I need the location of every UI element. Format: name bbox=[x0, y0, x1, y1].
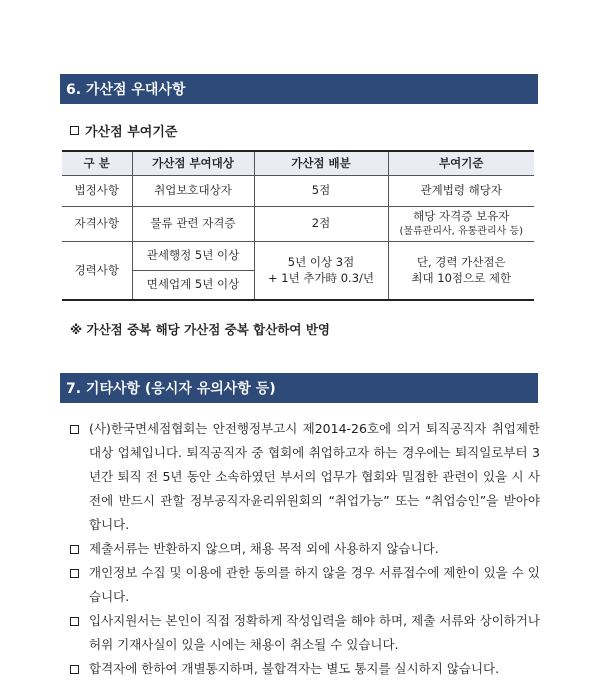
cell-points-line1: 5년 이상 3점 bbox=[287, 254, 355, 269]
cell-points-line2: + 1년 추가時 0.3/년 bbox=[267, 270, 375, 285]
section-6-title: 6. 가산점 우대사항 bbox=[66, 82, 186, 98]
list-item bbox=[70, 561, 540, 609]
list-item bbox=[70, 417, 540, 537]
checkbox-icon bbox=[70, 425, 79, 434]
cell-basis-line2: 최대 10점으로 제한 bbox=[411, 270, 512, 285]
cell-target: 물류 관련 자격증 bbox=[132, 207, 254, 242]
criteria-subhead bbox=[70, 121, 177, 140]
cell-basis-line1: 해당 자격증 보유자 bbox=[413, 209, 510, 224]
cell-target-a: 관세행정 5년 이상 bbox=[132, 242, 254, 271]
cell-points: 2점 bbox=[254, 207, 388, 242]
cell-category: 자격사항 bbox=[62, 207, 132, 242]
list-item-text: 합격자에 한하여 개별통지하며, 불합격자는 별도 통지를 실시하지 않습니다. bbox=[89, 661, 500, 676]
cell-category: 법정사항 bbox=[62, 176, 132, 207]
table-row bbox=[62, 207, 534, 242]
cell-category: 경력사항 bbox=[62, 242, 132, 301]
list-item bbox=[70, 609, 540, 657]
criteria-subhead-label: 가산점 부여기준 bbox=[85, 125, 178, 140]
cell-basis bbox=[388, 242, 534, 301]
checkbox-icon bbox=[70, 545, 79, 554]
list-item-text: 개인정보 수집 및 이용에 관한 동의를 하지 않을 경우 서류접수에 제한이 있을 수 있습니다. bbox=[89, 565, 540, 604]
list-item bbox=[70, 657, 540, 681]
section-7-title: 7. 기타사항 (응시자 유의사항 등) bbox=[66, 381, 276, 397]
cell-target-b: 면세업계 5년 이상 bbox=[132, 271, 254, 301]
col-header-category: 구 분 bbox=[62, 151, 132, 176]
list-item bbox=[70, 537, 540, 561]
table-row bbox=[62, 176, 534, 207]
cell-target: 취업보호대상자 bbox=[132, 176, 254, 207]
duplicate-note: ※ 가산점 중복 해당 가산점 중복 합산하여 반영 bbox=[70, 322, 330, 337]
list-item-text: 입사지원서는 본인이 직접 정확하게 작성입력을 해야 하며, 제출 서류와 상이하거나 허위 기재사실이 있을 시에는 채용이 취소될 수 있습니다. bbox=[89, 613, 540, 652]
table-row bbox=[62, 242, 534, 271]
col-header-target: 가산점 부여대상 bbox=[132, 151, 254, 176]
section-7-header bbox=[60, 373, 538, 403]
cell-basis-line1: 단, 경력 가산점은 bbox=[416, 254, 506, 269]
cell-points bbox=[254, 242, 388, 301]
list-item-text: (사)한국면세점협회는 안전행정부고시 제2014-26호에 의거 퇴직공직자 취업제한대상 업체입니다. 퇴직공직자 중 협회에 취업하고자 하는 경우에는 퇴직일로부터 3년간 퇴직 전 5년 동안 소속하였던 부서의 업무가 협회와 밀접한 관련이 있을 시 사전에 반드시 관할 정부공직자윤리위원회의 “취업가능” 또는 “취업승인”을 받아야 합니다. bbox=[89, 421, 540, 532]
cell-basis bbox=[388, 207, 534, 242]
checkbox-icon bbox=[70, 126, 79, 135]
col-header-points: 가산점 배분 bbox=[254, 151, 388, 176]
checkbox-icon bbox=[70, 569, 79, 578]
section-6-header bbox=[60, 74, 538, 104]
list-item-text: 제출서류는 반환하지 않으며, 채용 목적 외에 사용하지 않습니다. bbox=[89, 541, 439, 556]
table-header-row bbox=[62, 151, 534, 176]
col-header-basis: 부여기준 bbox=[388, 151, 534, 176]
bonus-criteria-table bbox=[62, 150, 534, 301]
checkbox-icon bbox=[70, 665, 79, 674]
checkbox-icon bbox=[70, 617, 79, 626]
cell-basis: 관계법령 해당자 bbox=[388, 176, 534, 207]
notice-list bbox=[70, 417, 540, 681]
cell-basis-line2: (물류관리사, 유통관리사 등) bbox=[399, 226, 524, 237]
cell-points: 5점 bbox=[254, 176, 388, 207]
